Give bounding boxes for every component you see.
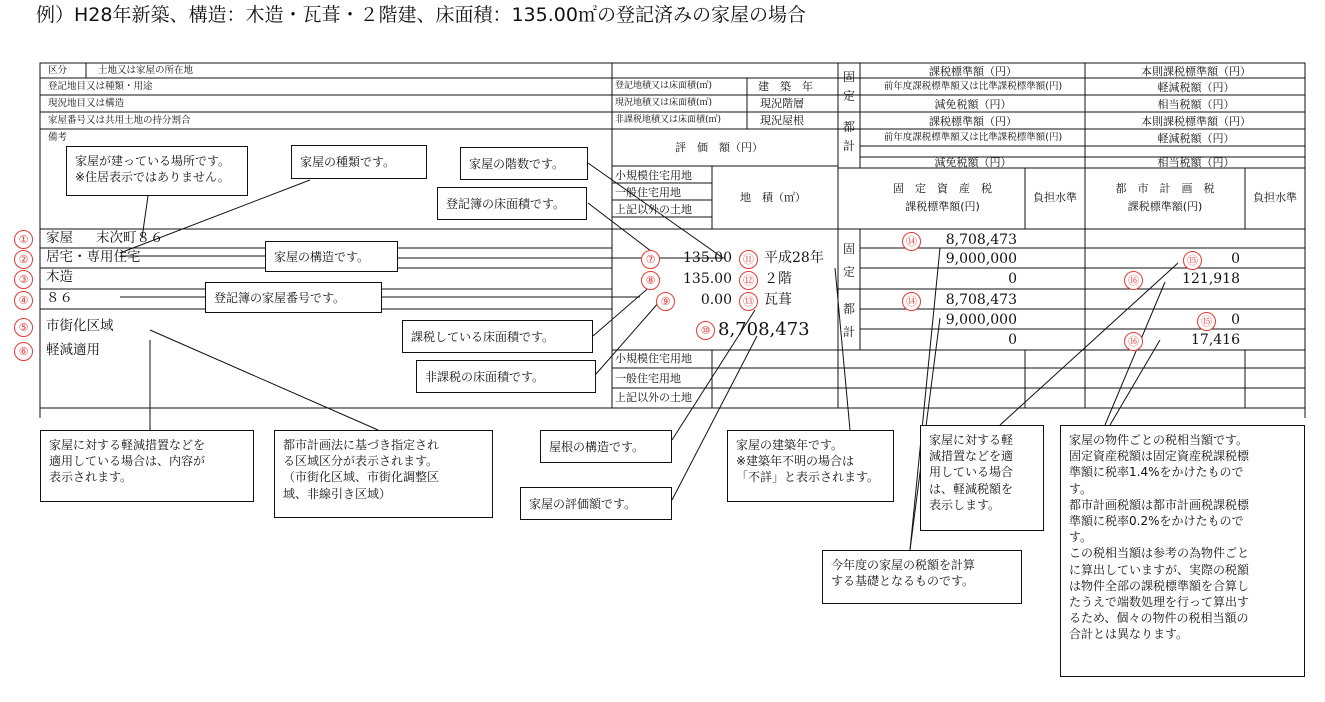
marker-15a: ⑮ <box>1183 251 1202 270</box>
callout-reduced-tax-note: 家屋に対する軽 減措置などを適 用している場合 は、軽減税額を 表示します。 <box>920 425 1044 531</box>
header-land-kind-2: 一般住宅用地 <box>615 186 681 199</box>
callout-taxed-area: 課税している床面積です。 <box>402 320 593 353</box>
row1-label: 家屋 <box>46 230 73 246</box>
toshi-row3-a: 減免税額（円） <box>934 156 1012 169</box>
row2-value: 居宅・専用住宅 <box>46 249 141 265</box>
toshi-row1-a: 課税標準額（円） <box>929 115 1017 128</box>
marker-12: ⑫ <box>739 271 758 290</box>
header-reg-area: 登記地積又は床面積(㎡) <box>615 81 713 91</box>
page-heading: 例）H28年新築、構造：木造・瓦葺・２階建、床面積：135.00㎡の登記済みの家屋の場合 <box>36 4 806 26</box>
header-burden-level-1: 負担水準 <box>1033 191 1077 204</box>
header-exempt-area: 非課税地積又は床面積(㎡) <box>615 115 722 125</box>
callout-year-note: 家屋の建築年です。 ※建築年不明の場合は 「不詳」と表示されます。 <box>727 430 894 502</box>
marker-16b: ⑯ <box>1124 332 1143 351</box>
marker-3: ③ <box>14 270 33 289</box>
callout-kind: 家屋の種類です。 <box>291 145 427 179</box>
kotei-right-2: 0 <box>1231 251 1240 267</box>
callout-reduction-note: 家屋に対する軽減措置などを 適用している場合は、内容が 表示されます。 <box>40 430 254 502</box>
marker-2: ② <box>14 250 33 269</box>
kotei-row2-b: 軽減税額（円） <box>1157 81 1235 94</box>
header-roof: 現況屋根 <box>760 114 804 127</box>
header-land-kind-1: 小規模住宅用地 <box>615 169 692 182</box>
toshi-value-1: 8,708,473 <box>945 292 1017 308</box>
callout-exempt-area: 非課税の床面積です。 <box>416 360 596 393</box>
row1-value: 末次町８６ <box>96 230 164 246</box>
row6-value: 軽減適用 <box>46 342 100 358</box>
callout-floors: 家屋の階数です。 <box>460 147 588 180</box>
row4-value: ８６ <box>46 290 73 306</box>
body-land-kind-2: 一般住宅用地 <box>615 372 681 385</box>
marker-14a: ⑭ <box>902 232 921 251</box>
callout-house-no: 登記簿の家屋番号です。 <box>205 282 382 313</box>
roof: 瓦葺 <box>764 292 792 308</box>
callout-roof-note: 屋根の構造です。 <box>540 430 672 463</box>
toshi-right-3: 17,416 <box>1191 332 1240 348</box>
header-current-structure: 現況地目又は構造 <box>48 98 125 109</box>
kotei-right-3: 121,918 <box>1182 271 1240 287</box>
kotei-row3-b: 相当税額（円） <box>1157 98 1235 111</box>
header-land-kind-3: 上記以外の土地 <box>615 203 692 216</box>
toshi-row2-b: 軽減税額（円） <box>1157 132 1235 145</box>
callout-location: 家屋が建っている場所です。 ※住居表示ではありません。 <box>66 146 248 196</box>
toshi-value-2: 9,000,000 <box>945 312 1017 328</box>
marker-5: ⑤ <box>14 318 33 337</box>
marker-4: ④ <box>14 291 33 310</box>
toshi-right-2: 0 <box>1231 312 1240 328</box>
marker-14b: ⑭ <box>902 292 921 311</box>
marker-7: ⑦ <box>641 250 660 269</box>
callout-tax-base-note: 今年度の家屋の税額を計算 する基礎となるものです。 <box>822 550 1022 604</box>
header-burden-level-2: 負担水準 <box>1253 191 1297 204</box>
header-city-tax-base: 都 市 計 画 税 課税標準額(円) <box>1115 182 1215 213</box>
marker-13: ⑬ <box>739 292 758 311</box>
toshi-row2-a: 前年度課税標準額又は比準課税標準額(円) <box>883 132 1063 143</box>
header-floors: 現況階層 <box>760 97 804 110</box>
area-current: 135.00 <box>683 271 732 287</box>
header-location: 土地又は家屋の所在地 <box>98 65 194 76</box>
toshi-row3-b: 相当税額（円） <box>1157 156 1235 169</box>
marker-1: ① <box>14 230 33 249</box>
kotei-value-2: 9,000,000 <box>945 251 1017 267</box>
kotei-value-3: 0 <box>1008 271 1017 287</box>
row3-value: 木造 <box>46 269 73 285</box>
header-house-number: 家屋番号又は共用土地の持分割合 <box>48 115 191 126</box>
callout-zone-note: 都市計画法に基づき指定され る区域区分が表示されます。 （市街化区域、市街化調整区 域、非線引き区域） <box>274 430 493 518</box>
header-kotei-label: 固 定 <box>842 70 855 103</box>
toshi-row1-b: 本則課税標準額（円） <box>1141 115 1251 128</box>
callout-equiv-tax-note: 家屋の物件ごとの税相当額です。 固定資産税額は固定資産税課税標 準額に税率1.4%をかけたもので す。 都市計画税額は都市計画税課税標 準額に税率0.2%をかけたもので す。 この税相当額は参考の為物件ごと に算出していますが、実際の税額 は物件全部の課税標準額を合算し たうえで端数処理を行って算出す るため、個々の物件の税相当額の 合計とは異なります。 <box>1060 425 1305 677</box>
kotei-row2-a: 前年度課税標準額又は比準課税標準額(円) <box>883 81 1063 92</box>
body-kotei-label: 固 定 <box>842 242 855 279</box>
callout-reg-area: 登記簿の床面積です。 <box>437 187 587 220</box>
marker-10: ⑩ <box>696 321 715 340</box>
body-toshi-label: 都 計 <box>842 302 855 339</box>
build-year: 平成28年 <box>764 250 824 266</box>
kotei-row1-a: 課税標準額（円） <box>929 65 1017 78</box>
body-land-kind-3: 上記以外の土地 <box>615 391 692 404</box>
area-exempt: 0.00 <box>700 292 732 308</box>
floors: ２階 <box>764 271 792 287</box>
marker-9: ⑨ <box>656 292 675 311</box>
header-fixed-tax-base: 固 定 資 産 税 課税標準額(円) <box>893 182 992 213</box>
header-toshi-label: 都 計 <box>842 120 855 153</box>
marker-16a: ⑯ <box>1124 271 1143 290</box>
area-registered: 135.00 <box>683 250 732 266</box>
header-registered-kind: 登記地目又は種類・用途 <box>48 81 153 92</box>
callout-appraisal-note: 家屋の評価額です。 <box>520 487 672 520</box>
header-kubun: 区分 <box>48 65 68 76</box>
appraisal-value: 8,708,473 <box>718 319 810 340</box>
marker-6: ⑥ <box>14 342 33 361</box>
kotei-row1-b: 本則課税標準額（円） <box>1141 65 1251 78</box>
header-appraisal: 評 価 額（円） <box>675 141 763 154</box>
header-cur-area: 現況地積又は床面積(㎡) <box>615 98 713 108</box>
kotei-value-1: 8,708,473 <box>945 232 1017 248</box>
marker-11: ⑪ <box>739 250 758 269</box>
header-build-year: 建 築 年 <box>758 80 813 93</box>
row5-value: 市街化区域 <box>46 318 114 334</box>
callout-structure: 家屋の構造です。 <box>265 241 398 272</box>
header-land-area: 地 積（㎡） <box>740 191 806 204</box>
marker-8: ⑧ <box>641 271 660 290</box>
kotei-row3-a: 減免税額（円） <box>934 98 1012 111</box>
header-remarks: 備考 <box>48 132 68 143</box>
body-land-kind-1: 小規模住宅用地 <box>615 352 692 365</box>
marker-15b: ⑮ <box>1197 312 1216 331</box>
toshi-value-3: 0 <box>1008 332 1017 348</box>
